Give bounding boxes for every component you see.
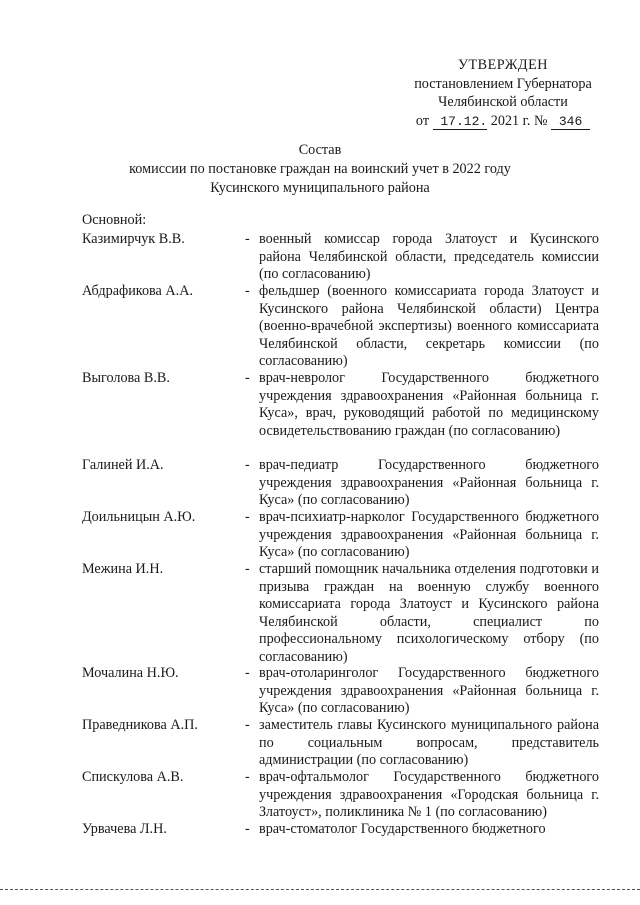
member-name: Выголова В.В. [82, 370, 170, 386]
member-name: Урвачева Л.Н. [82, 821, 167, 837]
approval-block [398, 56, 608, 130]
member-role: фельдшер (военного комиссариата города Златоуст и Кусинского района Челябинской области) Центра (военно-врачебной экспертизы) военного комиссариата Челябинской области, секретарь комиссии (по согласованию) [259, 283, 599, 370]
decree-number: 346 [551, 114, 590, 130]
document-subtitle-district: Кусинского муниципального района [210, 180, 430, 196]
approval-line-1: постановлением Губернатора [414, 75, 592, 92]
member-role: военный комиссар города Златоуст и Кусинского района Челябинской области, председатель комиссии (по согласованию) [259, 231, 599, 283]
member-dash: - [245, 370, 250, 386]
member-name: Галиней И.А. [82, 457, 164, 473]
member-role: врач-психиатр-нарколог Государственного бюджетного учреждения здравоохранения «Районная больница г. Куса» (по согласованию) [259, 509, 599, 561]
member-dash: - [245, 665, 250, 681]
page-bottom-rule [0, 889, 640, 890]
member-name: Доильницын А.Ю. [82, 509, 196, 525]
member-dash: - [245, 509, 250, 525]
date-suffix: 2021 г. № [490, 112, 548, 129]
member-dash: - [245, 717, 250, 733]
member-dash: - [245, 283, 250, 299]
date-prefix: от [415, 112, 430, 129]
member-role: врач-отоларинголог Государственного бюджетного учреждения здравоохранения «Районная больница г. Куса» (по согласованию) [259, 665, 599, 717]
member-name: Межина И.Н. [82, 561, 164, 577]
approval-heading: УТВЕРЖДЕН [457, 57, 549, 73]
member-role: старший помощник начальника отделения подготовки и призыва граждан на военную службу военного комиссариата города Златоуст и Кусинского района Челябинской области, специалист по профессиональному психологическому отбору (по согласованию) [259, 561, 599, 665]
member-dash: - [245, 821, 250, 837]
member-dash: - [245, 769, 250, 785]
approval-line-2: Челябинской области [438, 94, 568, 110]
member-role: врач-офтальмолог Государственного бюджетного учреждения здравоохранения «Городская больница г. Златоуст», поликлиника № 1 (по согласованию) [259, 769, 599, 821]
date-value: 17.12. [433, 114, 488, 130]
member-name: Мочалина Н.Ю. [82, 665, 179, 681]
member-dash: - [245, 457, 250, 473]
member-role: врач-стоматолог Государственного бюджетного [259, 821, 546, 837]
member-dash: - [245, 561, 250, 577]
member-name: Спискулова А.В. [82, 769, 184, 785]
member-dash: - [245, 231, 250, 247]
member-role: заместитель главы Кусинского муниципального района по социальным вопросам, представитель администрации (по согласованию) [259, 717, 599, 769]
approval-date-line [398, 112, 608, 131]
member-name: Праведникова А.П. [82, 717, 198, 733]
member-name: Абдрафикова А.А. [82, 283, 193, 299]
member-role: врач-педиатр Государственного бюджетного учреждения здравоохранения «Районная больница г. Куса» (по согласованию) [259, 457, 599, 509]
member-role: врач-невролог Государственного бюджетного учреждения здравоохранения «Районная больница г. Куса», врач, руководящий работой по медицинскому освидетельствованию граждан (по согласованию) [259, 370, 599, 439]
document-title: Состав [298, 142, 342, 158]
document-subtitle: комиссии по постановке граждан на воинский учет в 2022 году [129, 161, 511, 177]
section-label: Основной: [82, 212, 147, 228]
member-name: Казимирчук В.В. [82, 231, 185, 247]
